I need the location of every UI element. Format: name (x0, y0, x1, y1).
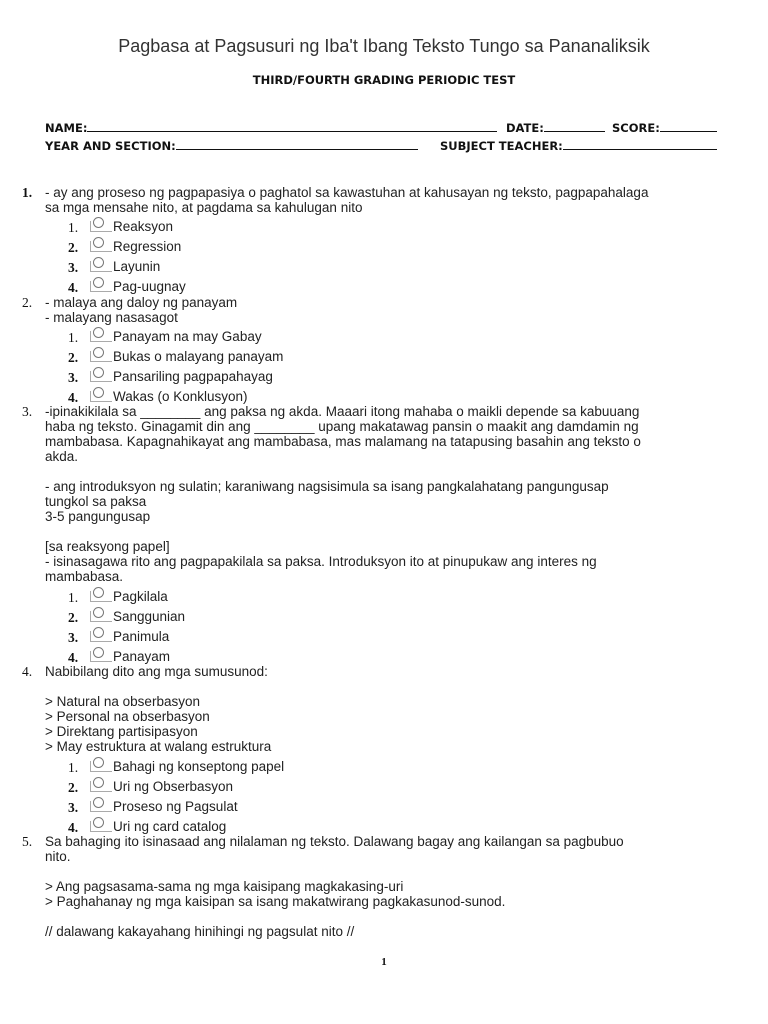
date-blank[interactable] (544, 120, 605, 132)
option-item[interactable] (68, 757, 568, 777)
option-number: 1. (68, 220, 79, 235)
option-item[interactable] (68, 367, 568, 387)
question-line: > Personal na obserbasyon (45, 709, 210, 724)
option-number: 2. (68, 350, 79, 365)
question-line: akda. (45, 449, 79, 464)
option-label: Reaksyon (113, 219, 174, 234)
year-section-label: YEAR AND SECTION: (45, 139, 176, 153)
radio-button[interactable] (90, 757, 110, 771)
option-item[interactable] (68, 627, 568, 647)
question-line: - malaya ang daloy ng panayam (45, 295, 238, 310)
year-section-blank[interactable] (176, 138, 418, 150)
radio-button[interactable] (90, 647, 110, 661)
option-number: 2. (68, 610, 79, 625)
option-number: 4. (68, 390, 79, 405)
question-line: - malayang nasasagot (45, 310, 178, 325)
option-number: 1. (68, 590, 79, 605)
subject-teacher-label: SUBJECT TEACHER: (440, 139, 563, 153)
option-item[interactable] (68, 237, 568, 257)
radio-button[interactable] (90, 347, 110, 361)
radio-button[interactable] (90, 237, 110, 251)
option-label: Wakas (o Konklusyon) (113, 389, 248, 404)
question-4-text (45, 664, 735, 754)
option-label: Uri ng card catalog (113, 819, 227, 834)
question-line: Sa bahaging ito isinasaad ang nilalaman ng teksto. Dalawang bagay ang kailangan sa pagbubuo (45, 834, 624, 849)
option-item[interactable] (68, 327, 568, 347)
question-1-text (45, 185, 735, 215)
question-line: mambabasa. Kapagnahikayat ang mambabasa, mas malamang na tatapusing basahin ang teksto o (45, 434, 641, 449)
option-label: Proseso ng Pagsulat (113, 799, 238, 814)
question-5-text (45, 834, 735, 939)
option-number: 3. (68, 370, 79, 385)
question-line: [sa reaksyong papel] (45, 539, 170, 554)
option-item[interactable] (68, 217, 568, 237)
option-item[interactable] (68, 347, 568, 367)
document-title: Pagbasa at Pagsusuri ng Iba't Ibang Teksto Tungo sa Pananaliksik (118, 36, 650, 56)
option-label: Bahagi ng konseptong papel (113, 759, 285, 774)
radio-button[interactable] (90, 277, 110, 291)
year-section-field[interactable] (45, 138, 418, 153)
question-line: // dalawang kakayahang hinihingi ng pagsulat nito // (45, 924, 355, 939)
name-label: NAME: (45, 121, 88, 135)
option-label: Pag-uugnay (113, 279, 186, 294)
option-number: 3. (68, 800, 79, 815)
question-line: > May estruktura at walang estruktura (45, 739, 272, 754)
option-label: Uri ng Obserbasyon (113, 779, 234, 794)
radio-button[interactable] (90, 257, 110, 271)
option-label: Regression (113, 239, 182, 254)
score-field[interactable] (612, 120, 717, 135)
date-label: DATE: (506, 121, 544, 135)
option-number: 1. (68, 330, 79, 345)
option-label: Panayam (113, 649, 171, 664)
option-number: 3. (68, 260, 79, 275)
date-field[interactable] (506, 120, 605, 135)
option-label: Layunin (113, 259, 161, 274)
question-line: > Ang pagsasama-sama ng mga kaisipang magkakasing-uri (45, 879, 404, 894)
option-number: 3. (68, 630, 79, 645)
question-line: haba ng teksto. Ginagamit din ang ________ upang makatawag pansin o maakit ang damdamin ng (45, 419, 639, 434)
option-label: Panayam na may Gabay (113, 329, 262, 344)
score-label: SCORE: (612, 121, 660, 135)
question-line: 3-5 pangungusap (45, 509, 151, 524)
question-line: Nabibilang dito ang mga sumusunod: (45, 664, 268, 679)
radio-button[interactable] (90, 817, 110, 831)
option-number: 2. (68, 240, 79, 255)
radio-button[interactable] (90, 367, 110, 381)
subject-teacher-field[interactable] (440, 138, 717, 153)
option-item[interactable] (68, 607, 568, 627)
question-line: mambabasa. (45, 569, 124, 584)
question-3-text (45, 404, 735, 584)
question-line: nito. (45, 849, 71, 864)
question-number: 5. (22, 834, 33, 849)
page-number: 1 (381, 956, 387, 968)
option-number: 2. (68, 780, 79, 795)
option-number: 4. (68, 820, 79, 835)
radio-button[interactable] (90, 627, 110, 641)
score-blank[interactable] (660, 120, 717, 132)
question-number: 4. (22, 664, 33, 679)
question-number: 2. (22, 295, 33, 310)
question-line: > Paghahanay ng mga kaisipan sa isang makatwirang pagkakasunod-sunod. (45, 894, 506, 909)
question-line: tungkol sa paksa (45, 494, 147, 509)
test-subtitle: THIRD/FOURTH GRADING PERIODIC TEST (252, 73, 516, 87)
question-line: -ipinakikilala sa ________ ang paksa ng akda. Maaari itong mahaba o maikli depende sa kabuuang (45, 404, 640, 419)
radio-button[interactable] (90, 797, 110, 811)
name-field[interactable] (45, 120, 497, 135)
subject-teacher-blank[interactable] (563, 138, 717, 150)
question-line: - isinasagawa rito ang pagpapakilala sa paksa. Introduksyon ito at pinupukaw ang interes ng (45, 554, 597, 569)
option-label: Pagkilala (113, 589, 168, 604)
option-label: Pansariling pagpapahayag (113, 369, 273, 384)
option-number: 4. (68, 650, 79, 665)
question-2-text (45, 295, 735, 325)
option-number: 4. (68, 280, 79, 295)
radio-button[interactable] (90, 387, 110, 401)
option-label: Panimula (113, 629, 170, 644)
question-line: - ay ang proseso ng pagpapasiya o paghatol sa kawastuhan at kahusayan ng teksto, pagpapahalaga (45, 185, 649, 200)
option-label: Bukas o malayang panayam (113, 349, 284, 364)
option-item[interactable] (68, 587, 568, 607)
radio-button[interactable] (90, 327, 110, 341)
radio-button[interactable] (90, 607, 110, 621)
question-line: sa mga mensahe nito, at pagdama sa kahulugan nito (45, 200, 363, 215)
name-blank[interactable] (87, 120, 497, 132)
radio-button[interactable] (90, 587, 110, 601)
radio-button[interactable] (90, 777, 110, 791)
option-item[interactable] (68, 257, 568, 277)
question-number: 3. (22, 404, 33, 419)
radio-button[interactable] (90, 217, 110, 231)
option-item[interactable] (68, 797, 568, 817)
question-line: - ang introduksyon ng sulatin; karaniwang nagsisimula sa isang pangkalahatang pangungusap (45, 479, 609, 494)
option-item[interactable] (68, 777, 568, 797)
option-number: 1. (68, 760, 79, 775)
question-line: > Natural na obserbasyon (45, 694, 200, 709)
question-line: > Direktang partisipasyon (45, 724, 198, 739)
option-item[interactable] (68, 277, 568, 297)
question-number: 1. (22, 185, 33, 200)
option-label: Sanggunian (113, 609, 186, 624)
